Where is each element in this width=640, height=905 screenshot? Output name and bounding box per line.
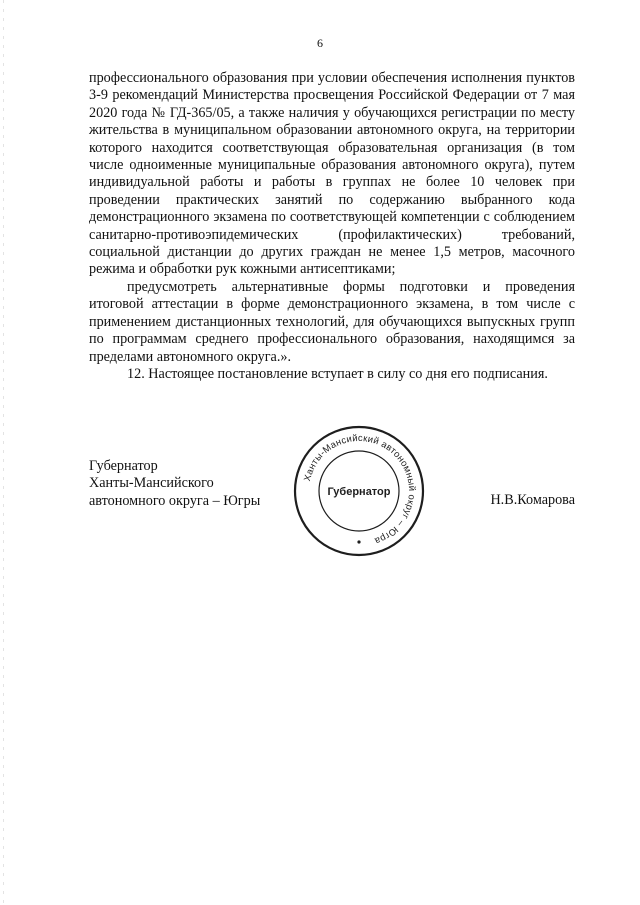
signer-position-line: Ханты-Мансийского	[89, 475, 214, 492]
scan-edge-artifact	[3, 0, 4, 905]
document-body	[89, 70, 575, 383]
paragraph-effective-date: 12. Настоящее постановление вступает в силу со дня его подписания.	[127, 365, 548, 382]
signer-position	[89, 458, 260, 510]
signer-position-line: Губернатор	[89, 458, 158, 474]
seal-center-text: Губернатор	[327, 486, 391, 498]
seal-dot-mark	[357, 540, 360, 543]
paragraph-continuation: профессионального образования при условии обеспечения исполнения пунктов 3-9 рекомендаций Министерства просвещения Российской Федерации от 7 мая 2020 года № ГД-365/05, а также наличия у обучающихся регистрации по месту жительства в муниципальном образовании автономного округа, на территории которого находится соответствующая образовательная организация (в том числе одноименные муниципальные образования автономного округа), путем индивидуальной работы и работы в группах не более 10 человек при проведении практических занятий по содержанию выбранного кода демонстрационного экзамена по соответствующей компетенции с соблюдением санитарно-противоэпидемических (профилактических) требований, социальной дистанции до других граждан не менее 1,5 метров, масочного режима и обработки рук кожными антисептиками;	[89, 70, 575, 278]
signer-name: Н.В.Комарова	[490, 492, 575, 508]
page-number: 6	[317, 36, 323, 50]
seal-ring-text: Ханты-Мансийский автономный округ – Югра	[301, 431, 419, 548]
signer-position-line: автономного округа – Югры	[89, 492, 261, 509]
official-seal	[292, 424, 426, 558]
paragraph-alternative-forms: предусмотреть альтернативные формы подготовки и проведения итоговой аттестации в форме демонстрационного экзамена, в том числе с применением дистанционных технологий, для обучающихся выпускных групп по программам среднего профессионального образования, находящимся за пределами автономного округа.».	[89, 278, 575, 365]
